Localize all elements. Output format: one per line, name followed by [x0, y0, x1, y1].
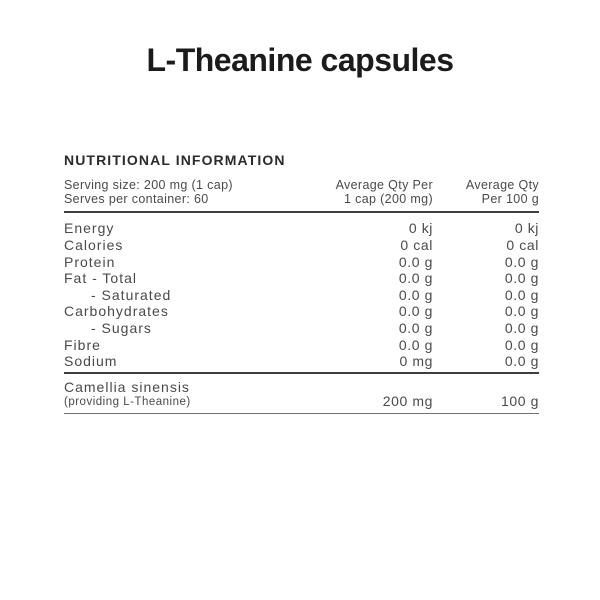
row-value-per-100g: 0.0 g: [504, 286, 539, 303]
column-header-per-100g-line2: Per 100 g: [481, 192, 539, 207]
ingredient-value-per-serve: 200 mg: [382, 393, 433, 410]
row-label: Carbohydrates: [64, 303, 169, 320]
ingredient-section: [64, 374, 539, 410]
divider-bottom: [64, 413, 539, 414]
row-label: Sodium: [64, 353, 118, 370]
table-header: [64, 178, 539, 206]
nutrition-panel: [64, 152, 539, 414]
row-label: Protein: [64, 253, 116, 270]
row-label: Fat - Total: [64, 270, 137, 287]
table-row-carbohydrates: [64, 303, 539, 320]
row-value-per-serve: 0.0 g: [398, 270, 433, 287]
row-value-per-100g: 0.0 g: [504, 336, 539, 353]
table-row-calories: [64, 237, 539, 254]
row-label: - Saturated: [91, 286, 172, 303]
row-value-per-serve: 0.0 g: [398, 336, 433, 353]
ingredient-detail: (providing L-Theanine): [64, 395, 191, 408]
column-header-per-100g: [433, 178, 539, 206]
row-value-per-serve: 0 kj: [408, 220, 433, 237]
row-value-per-serve: 0.0 g: [398, 286, 433, 303]
ingredient-name: Camellia sinensis: [64, 378, 190, 395]
row-value-per-serve: 0 cal: [400, 237, 433, 253]
table-row-protein: [64, 254, 539, 271]
column-header-per-serve-line1: Average Qty Per: [335, 178, 433, 192]
row-value-per-100g: 0.0 g: [504, 270, 539, 287]
row-value-per-serve: 0.0 g: [398, 303, 433, 320]
table-row-sodium: [64, 353, 539, 370]
row-value-per-100g: 0 cal: [506, 237, 539, 253]
product-title: L-Theanine capsules: [146, 42, 454, 78]
table-row-fat-total: [64, 270, 539, 287]
ingredient-info: [64, 380, 323, 410]
column-header-per-serve-line2: 1 cap (200 mg): [344, 192, 433, 207]
section-header: NUTRITIONAL INFORMATION: [64, 152, 286, 168]
table-row-energy: [64, 220, 539, 237]
row-value-per-100g: 0 kj: [514, 220, 539, 237]
serves-per-container-text: Serves per container: 60: [64, 192, 209, 207]
row-value-per-100g: 0.0 g: [504, 319, 539, 336]
row-value-per-100g: 0.0 g: [504, 303, 539, 320]
row-value-per-100g: 0.0 g: [504, 253, 539, 270]
row-value-per-serve: 0.0 g: [398, 319, 433, 336]
row-label: - Sugars: [91, 319, 152, 336]
serving-size-text: Serving size: 200 mg (1 cap): [64, 178, 233, 192]
column-header-per-serve: [323, 178, 433, 206]
row-value-per-serve: 0.0 g: [398, 253, 433, 270]
table-row-sugars: [64, 320, 539, 337]
row-label: Energy: [64, 220, 115, 237]
table-row-fat-saturated: [64, 287, 539, 304]
ingredient-value-per-100g: 100 g: [500, 393, 539, 410]
row-value-per-serve: 0 mg: [399, 353, 433, 370]
serving-info: [64, 178, 323, 206]
row-label: Calories: [64, 237, 124, 253]
column-header-per-100g-line1: Average Qty: [465, 178, 539, 192]
row-value-per-100g: 0.0 g: [504, 353, 539, 370]
row-label: Fibre: [64, 336, 101, 353]
nutrient-rows: [64, 213, 539, 369]
table-row-fibre: [64, 337, 539, 354]
